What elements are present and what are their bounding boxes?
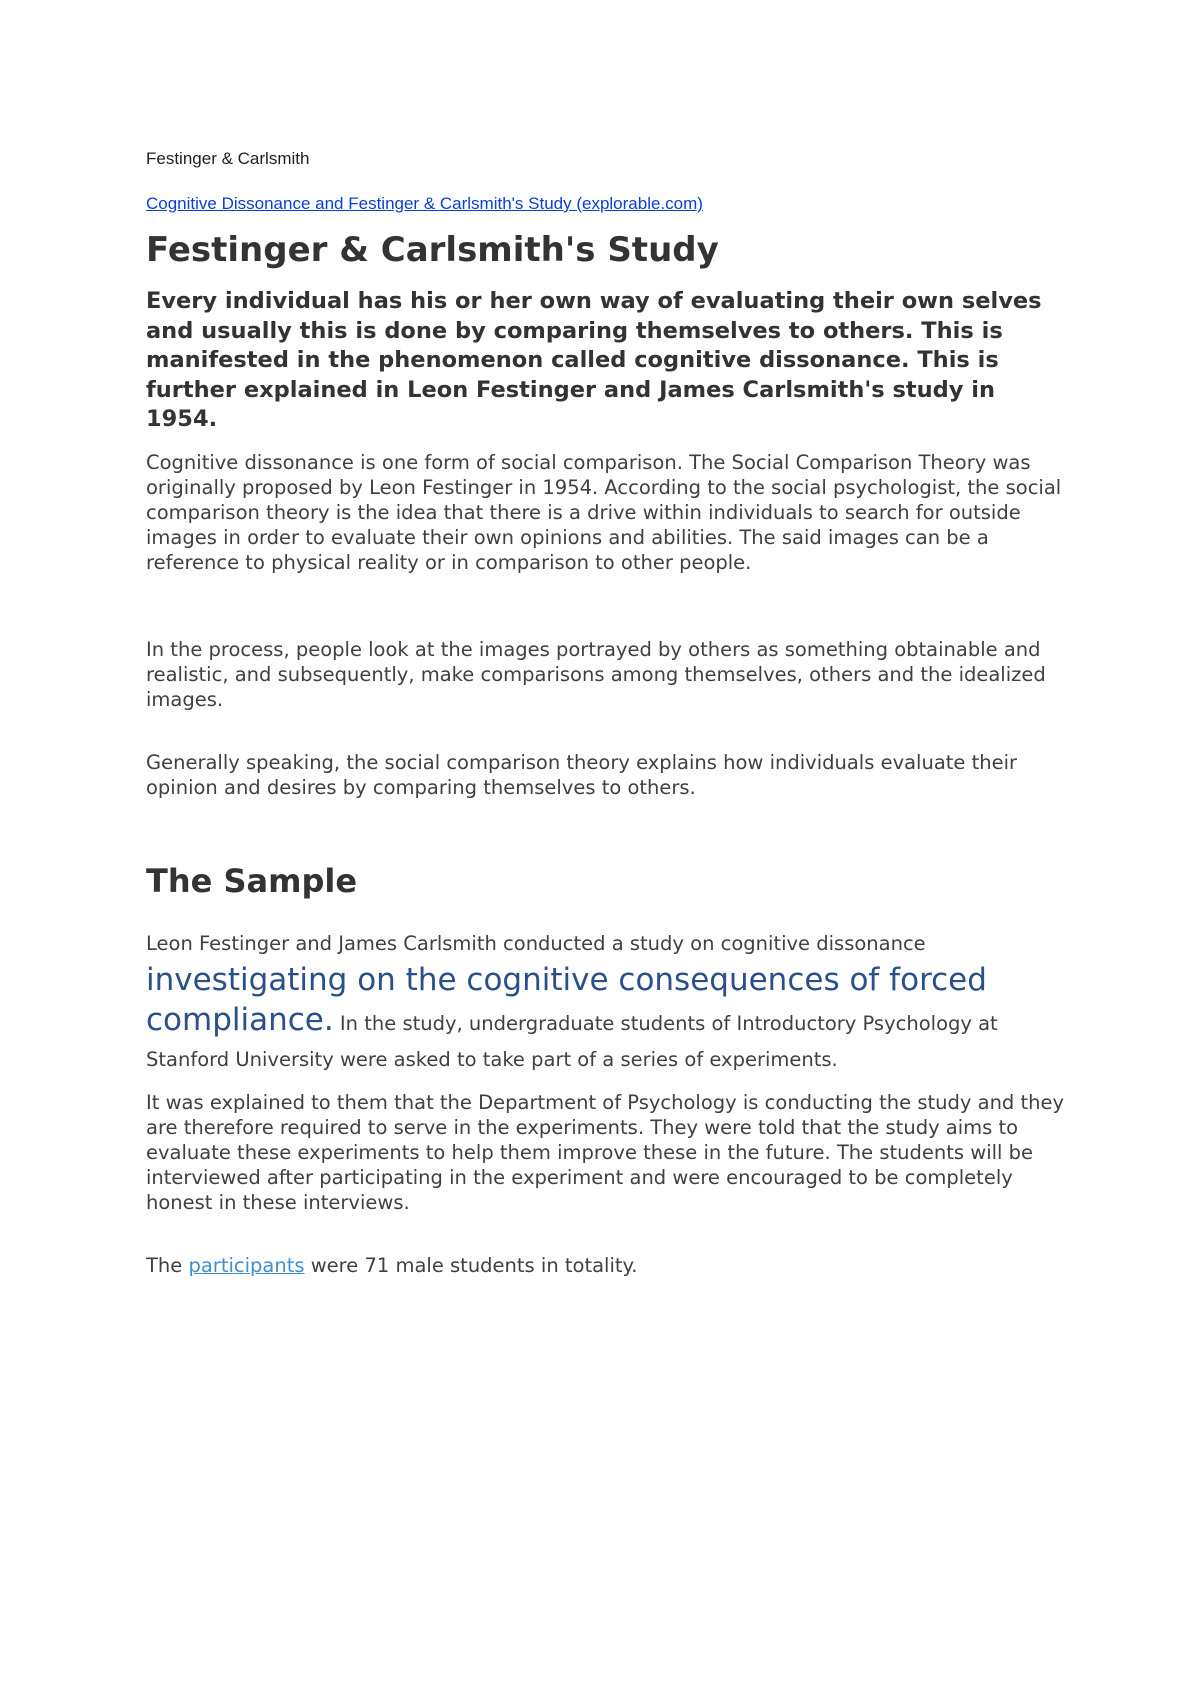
lead-paragraph: Every individual has his or her own way of evaluating their own selves and usually this is done by comparing themselves to others. This is manifested in the phenomenon called cognitive dissonance. This is further explained in Leon Festinger and James Carlsmith's study in 1954. — [146, 288, 1042, 432]
section-heading-sample: The Sample — [146, 862, 358, 900]
participants-end: were 71 male students in totality. — [304, 1254, 638, 1277]
paragraph-participants — [146, 1253, 1066, 1278]
source-link[interactable]: Cognitive Dissonance and Festinger & Carlsmith's Study (explorable.com) — [146, 194, 703, 213]
section-heading-study: Festinger & Carlsmith's Study — [146, 230, 719, 270]
paragraph-department: It was explained to them that the Department of Psychology is conducting the study and they are therefore required to serve in the experiments. They were told that the study aims to evaluate these experiments to help them improve these in the future. The students will be interviewed after participating in the experiment and were encouraged to be completely honest in these interviews. — [146, 1091, 1065, 1214]
sample-intro-start: Leon Festinger and James Carlsmith conducted a study on cognitive dissonance — [146, 932, 926, 955]
document-title: Festinger & Carlsmith — [146, 149, 310, 168]
emphasized-phrase: investigating on the cognitive consequences of forced compliance. — [146, 962, 987, 1038]
participants-start: The — [146, 1254, 189, 1277]
paragraph-social-comparison: Cognitive dissonance is one form of social comparison. The Social Comparison Theory was originally proposed by Leon Festinger in 1954. According to the social psychologist, the social comparison theory is the idea that there is a drive within individuals to search for outside images in order to evaluate their own opinions and abilities. The said images can be a reference to physical reality or in comparison to other people. — [146, 451, 1062, 574]
paragraph-generally: Generally speaking, the social comparison theory explains how individuals evaluate their opinion and desires by comparing themselves to others. — [146, 751, 1018, 799]
participants-link[interactable]: participants — [188, 1254, 305, 1277]
paragraph-sample-intro — [146, 926, 1066, 1078]
sample-intro-end: In the study, undergraduate students of Introductory Psychology at Stanford University were asked to take part of a series of experiments. — [146, 1012, 998, 1071]
paragraph-process: In the process, people look at the images portrayed by others as something obtainable and realistic, and subsequently, make comparisons among themselves, others and the idealized images. — [146, 638, 1046, 711]
